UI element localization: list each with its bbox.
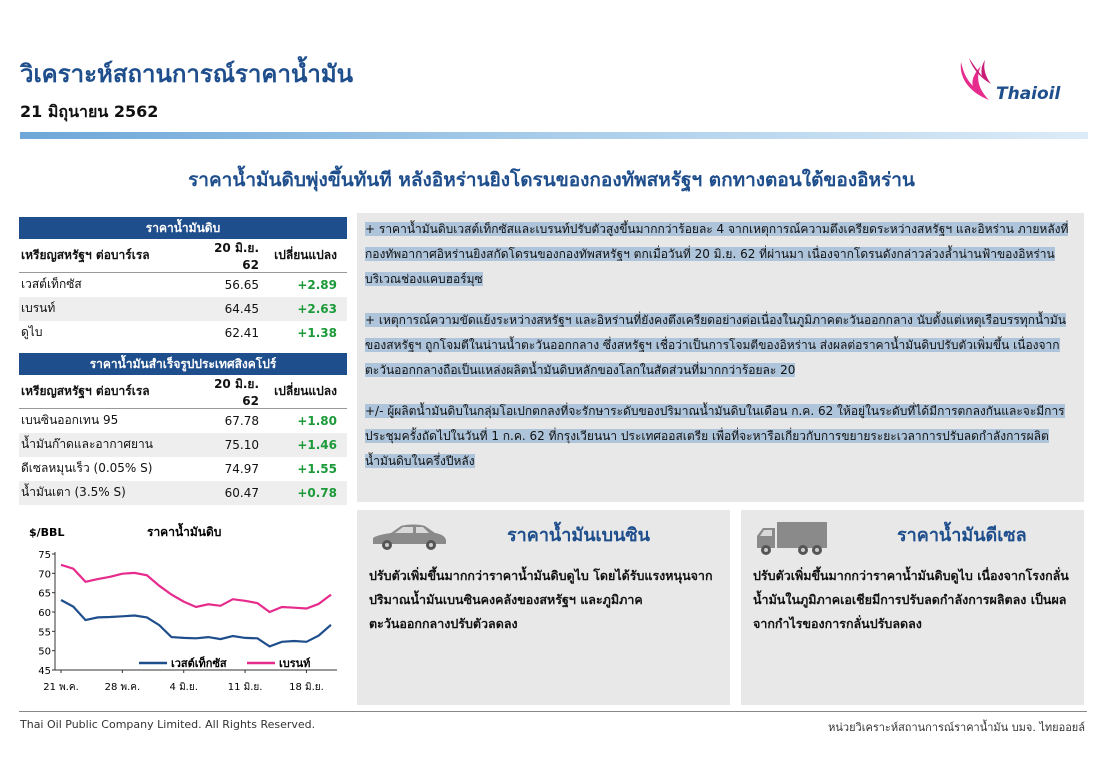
column-header-date: 20 มิ.ย. 62 [197,375,267,409]
column-header-date: 20 มิ.ย. 62 [197,239,267,273]
analysis-paragraph [365,217,1077,292]
headline: ราคาน้ำมันดิบพุ่งขึ้นทันที หลังอิหร่านยิงโดรนของกองทัพสหรัฐฯ ตกทางตอนใต้ของอิหร่าน [188,169,915,191]
y-tick-label: 75 [38,550,51,561]
analysis-box [357,213,1084,502]
x-tick-label: 21 พ.ค. [43,682,79,693]
car-icon [369,518,449,554]
column-header-change: เปลี่ยนแปลง [267,375,347,409]
crude-price-chart [19,512,347,702]
analysis-paragraph [365,308,1077,383]
row-change: +1.46 [267,433,347,457]
y-tick-label: 60 [38,608,51,619]
row-name: น้ำมันเตา (3.5% S) [19,481,197,505]
panel-text: ปรับตัวเพิ่มขึ้นมากกว่าราคาน้ำมันดิบดูไบ โดยได้รับแรงหนุนจากปริมาณน้ำมันเบนซินคงคลังของสหรัฐฯ และภูมิภาคตะวันออกกลางปรับตัวลดลง [369,568,713,631]
x-tick-label: 11 มิ.ย. [227,682,263,693]
row-value: 74.97 [224,461,259,476]
y-tick-label: 55 [38,627,51,639]
diesel-panel [741,510,1084,705]
column-header-change: เปลี่ยนแปลง [267,239,347,273]
panel-title: ราคาน้ำมันเบนซิน [507,525,650,546]
table-row [19,409,347,433]
footer-copyright: Thai Oil Public Company Limited. All Rights Reserved. [20,718,316,731]
analysis-paragraph [365,399,1077,474]
row-value: 75.10 [197,433,267,457]
table-row [19,457,347,481]
row-change: +1.55 [297,461,337,476]
row-name: ดูไบ [21,325,43,339]
row-change: +0.78 [267,481,347,505]
analysis-text: + เหตุการณ์ความขัดแย้งระหว่างสหรัฐฯ และอิหร่านที่ยังคงตึงเครียดอย่างต่อเนื่องในภูมิภาคตะวันออกกลาง นับตั้งแต่เหตุเรือบรรทุกน้ำมันของสหรัฐฯ ถูกโจมตีในน่านน้ำตะวันออกกลาง ซึ่งสหรัฐฯ เชื่อว่าเป็นการโจมตีของอิหร่าน ส่งผลต่อราคาน้ำมันดิบปรับตัวเพิ่มขึ้น เนื่องจากตะวันออกกลางถือเป็นแหล่งผลิตน้ำมันดิบหลักของโลกในสัดส่วนที่มากกว่าร้อยละ 20 [365,313,1067,377]
column-header-unit: เหรียญสหรัฐฯ ต่อบาร์เรล [19,239,197,273]
panel-title: ราคาน้ำมันดีเซล [897,525,1027,546]
row-name: เบนซินออกเทน 95 [21,413,119,428]
table-row [19,297,347,321]
y-tick-label: 45 [38,666,51,677]
footer-divider [19,711,1087,712]
crude-price-table [19,217,347,345]
legend-label: เวสต์เท็กซัส [171,657,227,670]
row-change: +2.89 [297,277,337,292]
row-value: 56.65 [224,277,259,292]
table-row [19,481,347,505]
y-tick-label: 65 [38,588,51,600]
x-tick-label: 4 มิ.ย. [169,682,198,693]
table-row [19,433,347,457]
row-name: ดีเซลหมุนเร็ว (0.05% S) [21,461,153,475]
logo-wordmark: Thaioil [996,84,1061,104]
row-value: 60.47 [197,481,267,505]
series-line-brent [61,565,331,612]
table-caption: ราคาน้ำมันสำเร็จรูปประเทศสิงคโปร์ [19,353,347,375]
report-date: 21 มิถุนายน 2562 [20,102,159,121]
header-divider [20,132,1088,139]
row-value: 62.41 [224,325,259,340]
chart-svg [19,512,347,702]
analysis-text: +/- ผู้ผลิตน้ำมันดิบในกลุ่มโอเปกตกลงที่จะรักษาระดับของปริมาณน้ำมันดิบในเดือน ก.ค. 62 ให้อยู่ในระดับที่ได้มีการตกลงกันและจะมีการประชุมครั้งถัดไปในวันที่ 1 ก.ค. 62 ที่กรุงเวียนนา ประเทศออสเตรีย เพื่อที่จะหารือเกี่ยวกับการขยายระยะเวลาการปรับลดกำลังการผลิตน้ำมันดิบในครึ่งปีหลัง [365,404,1065,468]
table-row [19,273,347,297]
row-value: 67.78 [224,413,259,428]
row-value: 64.45 [197,297,267,321]
y-tick-label: 70 [38,569,51,581]
row-change: +1.80 [297,413,337,428]
x-tick-label: 18 มิ.ย. [289,682,324,693]
row-name: น้ำมันก๊าดและอากาศยาน [19,433,197,457]
row-change: +1.38 [297,325,337,340]
column-header-unit: เหรียญสหรัฐฯ ต่อบาร์เรล [19,375,197,409]
legend-label: เบรนท์ [279,657,311,670]
footer-unit: หน่วยวิเคราะห์สถานการณ์ราคาน้ำมัน บมจ. ไทยออยล์ [828,721,1085,734]
y-axis-label: $/BBL [29,526,65,539]
page-title: วิเคราะห์สถานการณ์ราคาน้ำมัน [20,60,354,88]
truck-icon [753,518,833,558]
gasoline-panel [357,510,730,705]
table-caption: ราคาน้ำมันดิบ [19,217,347,239]
product-price-table [19,353,347,505]
y-tick-label: 50 [38,646,51,658]
row-name: เบรนท์ [19,297,197,321]
row-name: เวสต์เท็กซัส [21,277,82,292]
chart-title: ราคาน้ำมันดิบ [147,525,222,539]
table-row [19,321,347,345]
row-change: +2.63 [267,297,347,321]
panel-text: ปรับตัวเพิ่มขึ้นมากกว่าราคาน้ำมันดิบดูไบ เนื่องจากโรงกลั่นน้ำมันในภูมิภาคเอเชียมีการปรับลดกำลังการผลิตลง เป็นผลจากกำไรของการกลั่นปรับลดลง [753,568,1069,631]
analysis-text: + ราคาน้ำมันดิบเวสต์เท็กซัสและเบรนท์ปรับตัวสูงขึ้นมากกว่าร้อยละ 4 จากเหตุการณ์ความตึงเครียดระหว่างสหรัฐฯ และอิหร่าน ภายหลังที่กองทัพอากาศอิหร่านยิงสกัดโดรนของกองทัพสหรัฐฯ ตกเมื่อวันที่ 20 มิ.ย. 62 ที่ผ่านมา เนื่องจากโดรนดังกล่าวล่วงล้ำน่านฟ้าของอิหร่านบริเวณช่องแคบฮอร์มุซ [365,222,1069,286]
x-tick-label: 28 พ.ค. [104,682,141,693]
